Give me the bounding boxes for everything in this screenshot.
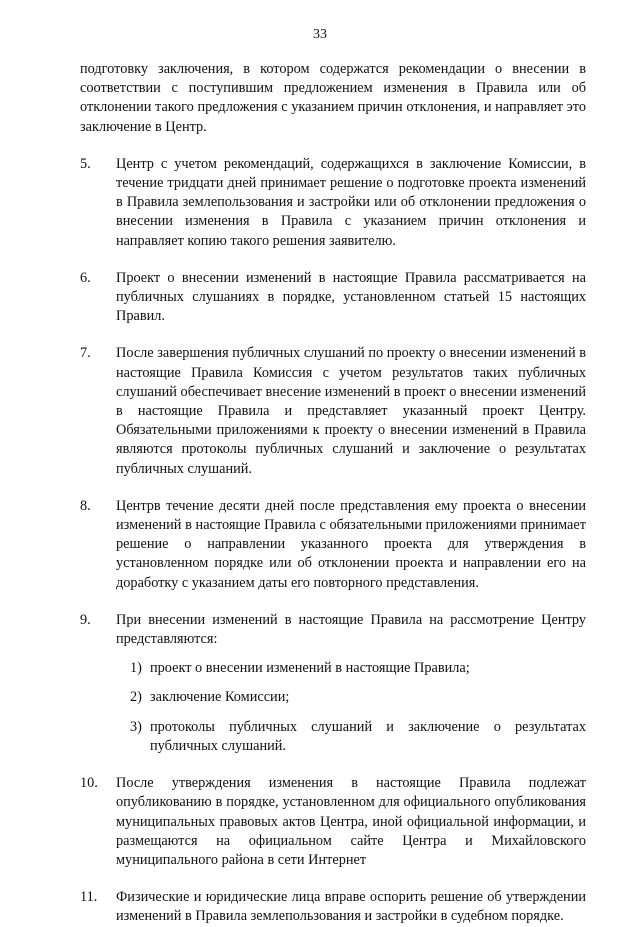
list-item-6 — [80, 269, 586, 327]
sub-item-text: заключение Комиссии; — [150, 689, 290, 706]
item-number: 11. — [80, 889, 98, 906]
sub-item-number: 1) — [130, 660, 142, 677]
page-number: 33 — [313, 27, 327, 42]
item-text: Центр с учетом рекомендаций, содержащихся в заключение Комиссии, в течение тридцати дней принимает решение о подготовке проекта изменений в Правила землепользования и застройки или об отклонении предложения о внесении изменения в Правила с указанием причин отклонения и направляет копию такого решения заявителю. — [116, 155, 586, 249]
list-item-10 — [80, 774, 586, 870]
intro-paragraph: подготовку заключения, в котором содержатся рекомендации о внесении в соответствии с поступившим предложением изменения в Правила или об отклонении такого предложения с указанием причин отклонения, и направляет это заключение в Центр. — [80, 61, 586, 135]
sub-item-3 — [80, 718, 586, 756]
item-number: 10. — [80, 775, 98, 792]
item-text: При внесении изменений в настоящие Правила на рассмотрение Центру представляются: — [116, 611, 586, 648]
item-text: Проект о внесении изменений в настоящие Правила рассматривается на публичных слушаниях в порядке, установленном статьей 15 настоящих Правил. — [116, 269, 586, 325]
sub-item-text: протоколы публичных слушаний и заключение о результатах публичных слушаний. — [150, 718, 586, 754]
item-text: Центрв течение десяти дней после представления ему проекта о внесении изменений в настоящие Правила с обязательными приложениями принимает решение о направлении указанного проекта для утверждения в установленном порядке или об отклонении проекта и направлении его на доработку с указанием даты его повторного представления. — [116, 497, 586, 591]
list-item-8 — [80, 497, 586, 593]
item-text: Физические и юридические лица вправе оспорить решение об утверждении изменений в Правила землепользования и застройки в судебном порядке. — [116, 889, 586, 925]
list-item-5 — [80, 155, 586, 251]
sub-item-number: 3) — [130, 718, 142, 735]
sub-item-number: 2) — [130, 689, 142, 706]
item-number: 8. — [80, 497, 91, 514]
item-number: 7. — [80, 345, 91, 362]
item-text: После завершения публичных слушаний по проекту о внесении изменений в настоящие Правила Комиссия с учетом результатов таких публичных слушаний обеспечивает внесение изменений в проект о внесении изменений в настоящие Правила и представляет указанный проект Центру. Обязательными приложениями к проекту о внесении изменений в Правила являются протоколы публичных слушаний и заключение о результатах публичных слушаний. — [116, 345, 586, 477]
document-body — [80, 60, 586, 927]
item-text: После утверждения изменения в настоящие Правила подлежат опубликованию в порядке, установленном для официального опубликования муниципальных правовых актов Центра, иной официальной информации, и размещаются на официальном сайте Центра и Михайловского муниципального района в сети Интернет — [116, 775, 586, 868]
item-number: 9. — [80, 611, 91, 628]
sub-item-text: проект о внесении изменений в настоящие Правила; — [150, 660, 470, 677]
item-number: 6. — [80, 269, 91, 286]
sub-item-1 — [80, 659, 586, 678]
sub-item-2 — [80, 688, 586, 707]
item-number: 5. — [80, 155, 91, 172]
list-item-9 — [80, 611, 586, 649]
list-item-7 — [80, 344, 586, 478]
list-item-11 — [80, 888, 586, 926]
